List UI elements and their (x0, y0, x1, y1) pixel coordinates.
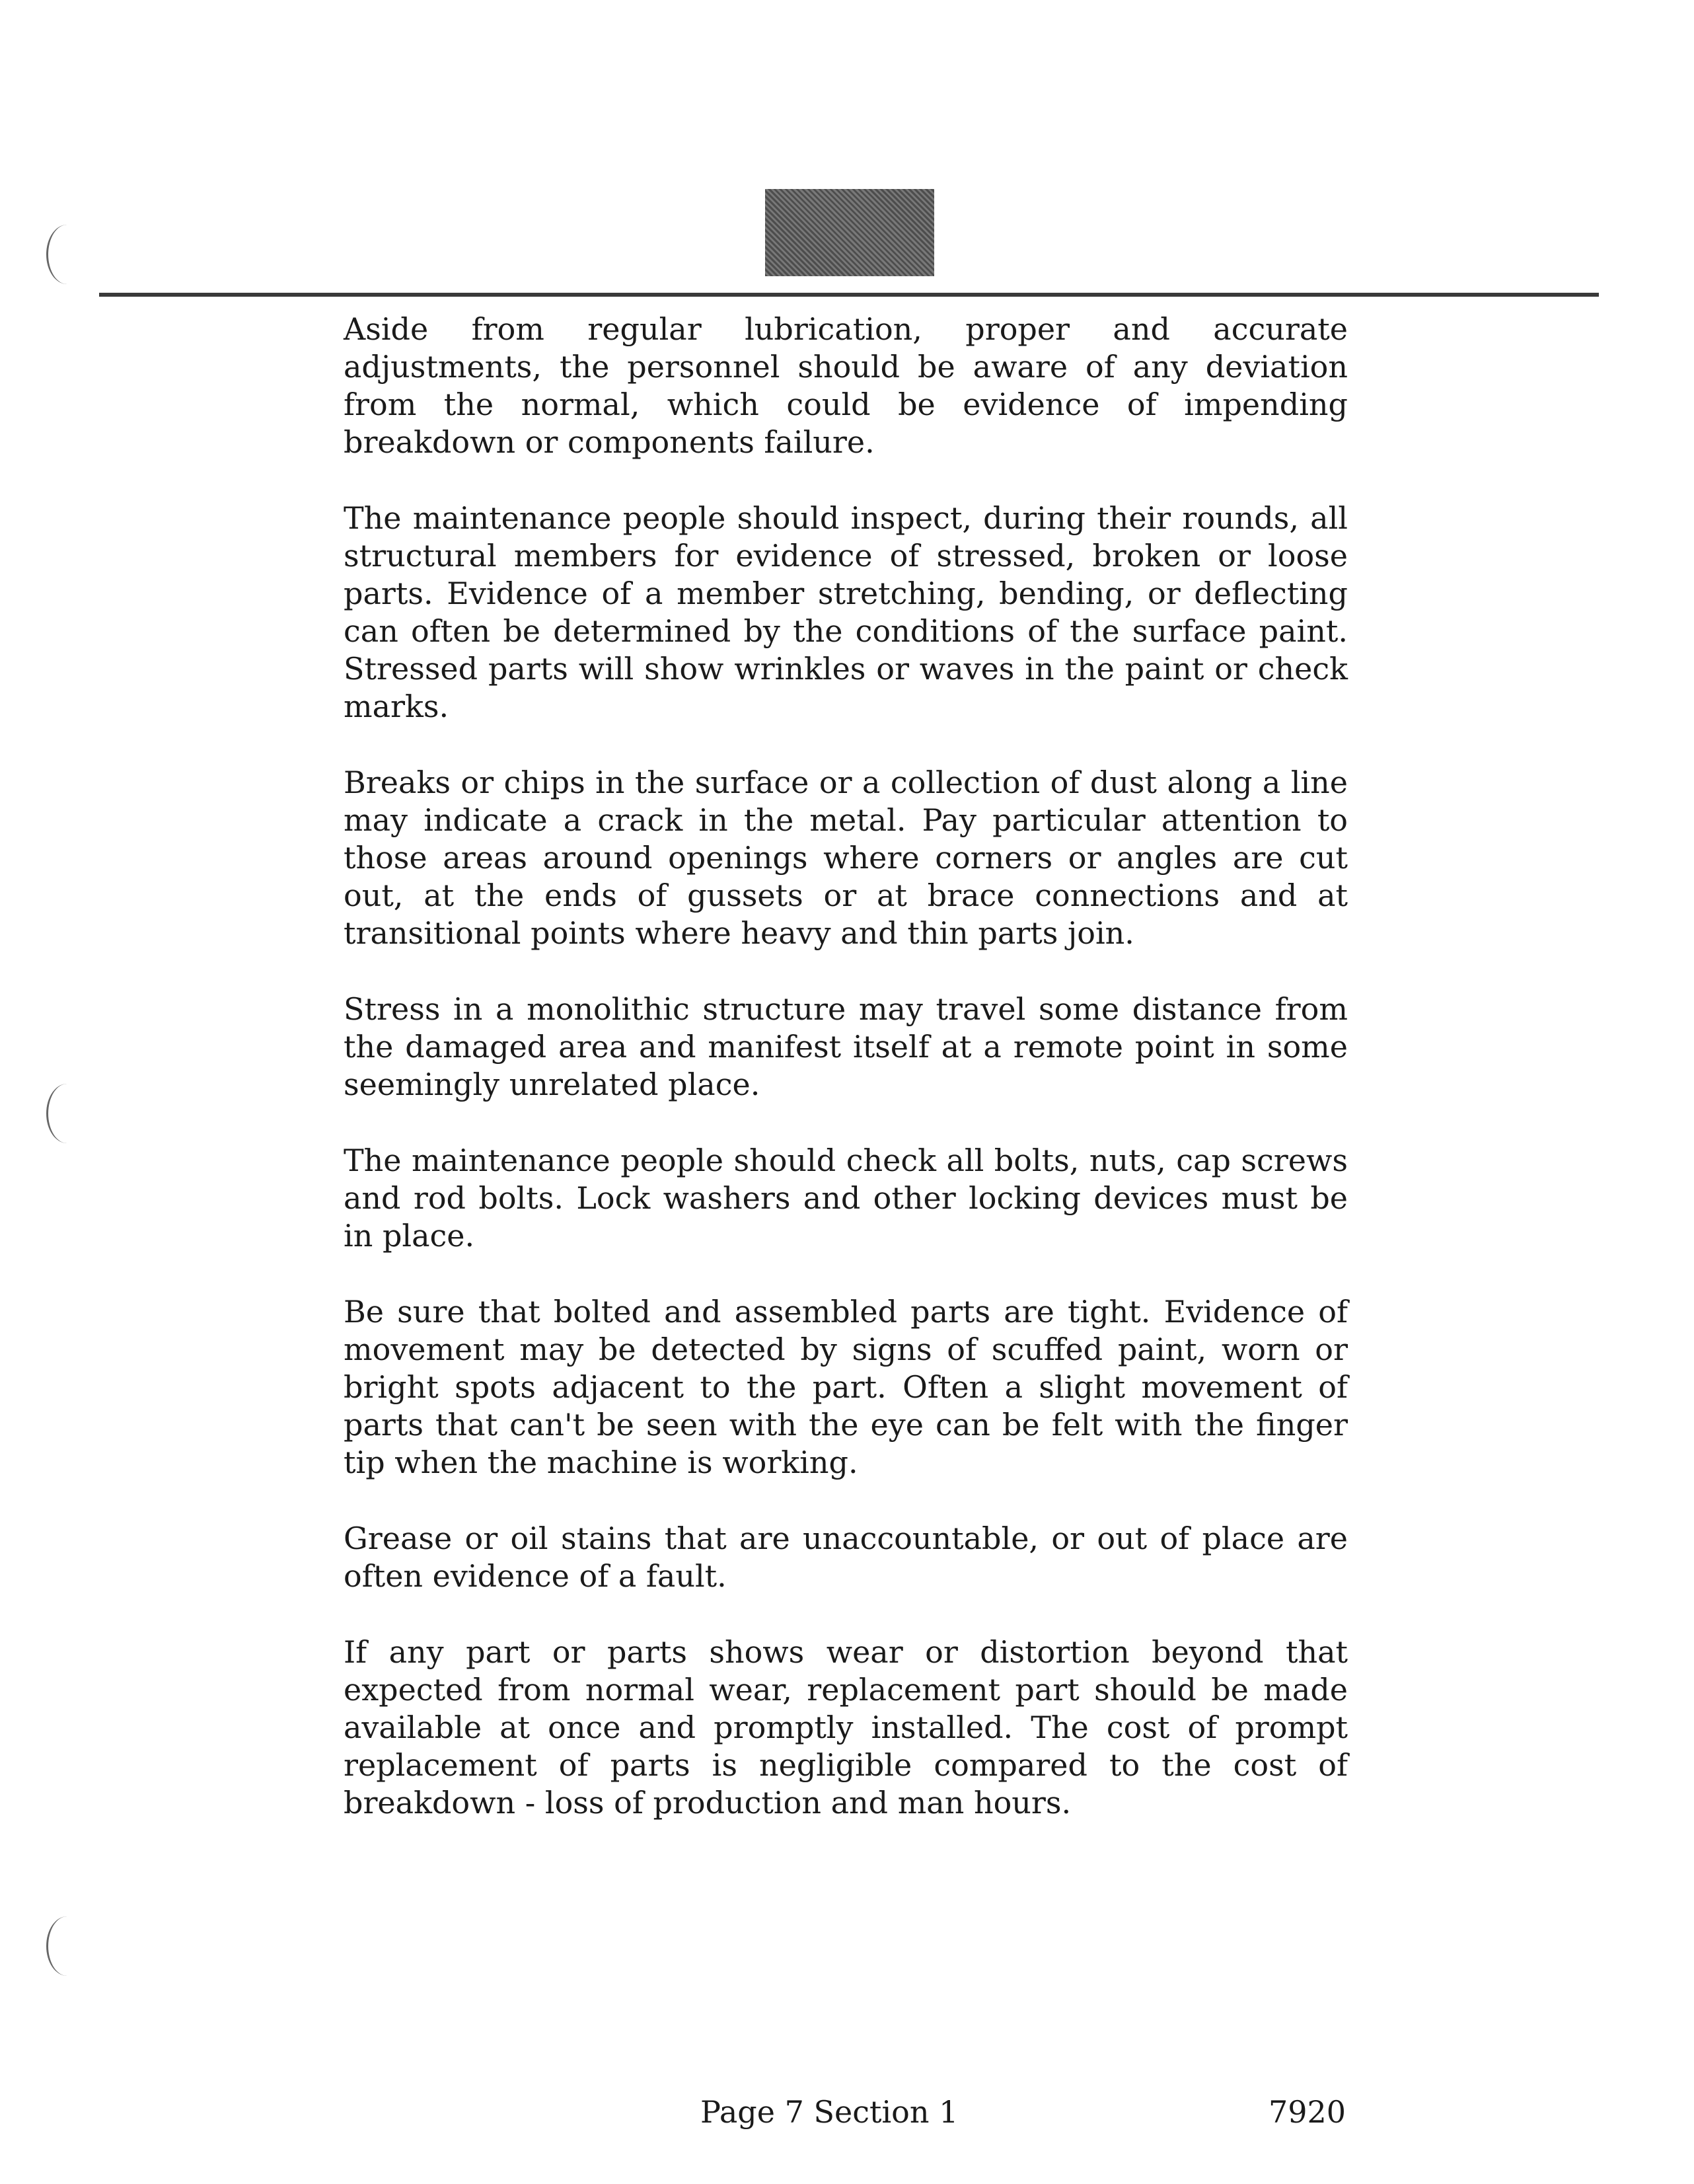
paragraph: Stress in a monolithic structure may travel some distance from the damaged area and manifest itself at a remote point in some seemingly unrelated place. (344, 991, 1348, 1102)
paragraph: The maintenance people should check all bolts, nuts, cap screws and rod bolts. Lock washers and other locking devices must be in place. (344, 1143, 1348, 1254)
punch-hole-top (46, 225, 88, 284)
paragraph: Breaks or chips in the surface or a collection of dust along a line may indicate a crack in the metal. Pay particular attention to those areas around openings where corners or angles are cut out, at the ends of gussets or at brace connections and at transitional points where heavy and thin parts join. (344, 765, 1348, 951)
document-body (344, 311, 1348, 1860)
paragraph: The maintenance people should inspect, during their rounds, all structural members for evidence of stressed, broken or loose parts. Evidence of a member stretching, bending, or deflecting can often be determined by the conditions of the surface paint. Stressed parts will show wrinkles or waves in the paint or check marks. (344, 500, 1348, 724)
header-rule (99, 293, 1599, 297)
punch-hole-bottom (46, 1916, 88, 1976)
footer-document-code: 7920 (1269, 2094, 1346, 2130)
paragraph: Aside from regular lubrication, proper and accurate adjustments, the personnel should be aware of any deviation from the normal, which could be evidence of impending breakdown or components failure. (344, 311, 1348, 460)
paragraph: If any part or parts shows wear or distortion beyond that expected from normal wear, replacement part should be made available at once and promptly installed. The cost of prompt replacement of parts is negligible compared to the cost of breakdown - loss of production and man hours. (344, 1634, 1348, 1821)
paragraph: Be sure that bolted and assembled parts are tight. Evidence of movement may be detected by signs of scuffed paint, worn or bright spots adjacent to the part. Often a slight movement of parts that can't be seen with the eye can be felt with the finger tip when the machine is working. (344, 1294, 1348, 1480)
footer-page-label: Page 7 Section 1 (700, 2094, 959, 2130)
punch-hole-middle (46, 1084, 88, 1143)
paragraph: Grease or oil stains that are unaccountable, or out of place are often evidence of a fault. (344, 1521, 1348, 1594)
company-logo (765, 189, 934, 276)
